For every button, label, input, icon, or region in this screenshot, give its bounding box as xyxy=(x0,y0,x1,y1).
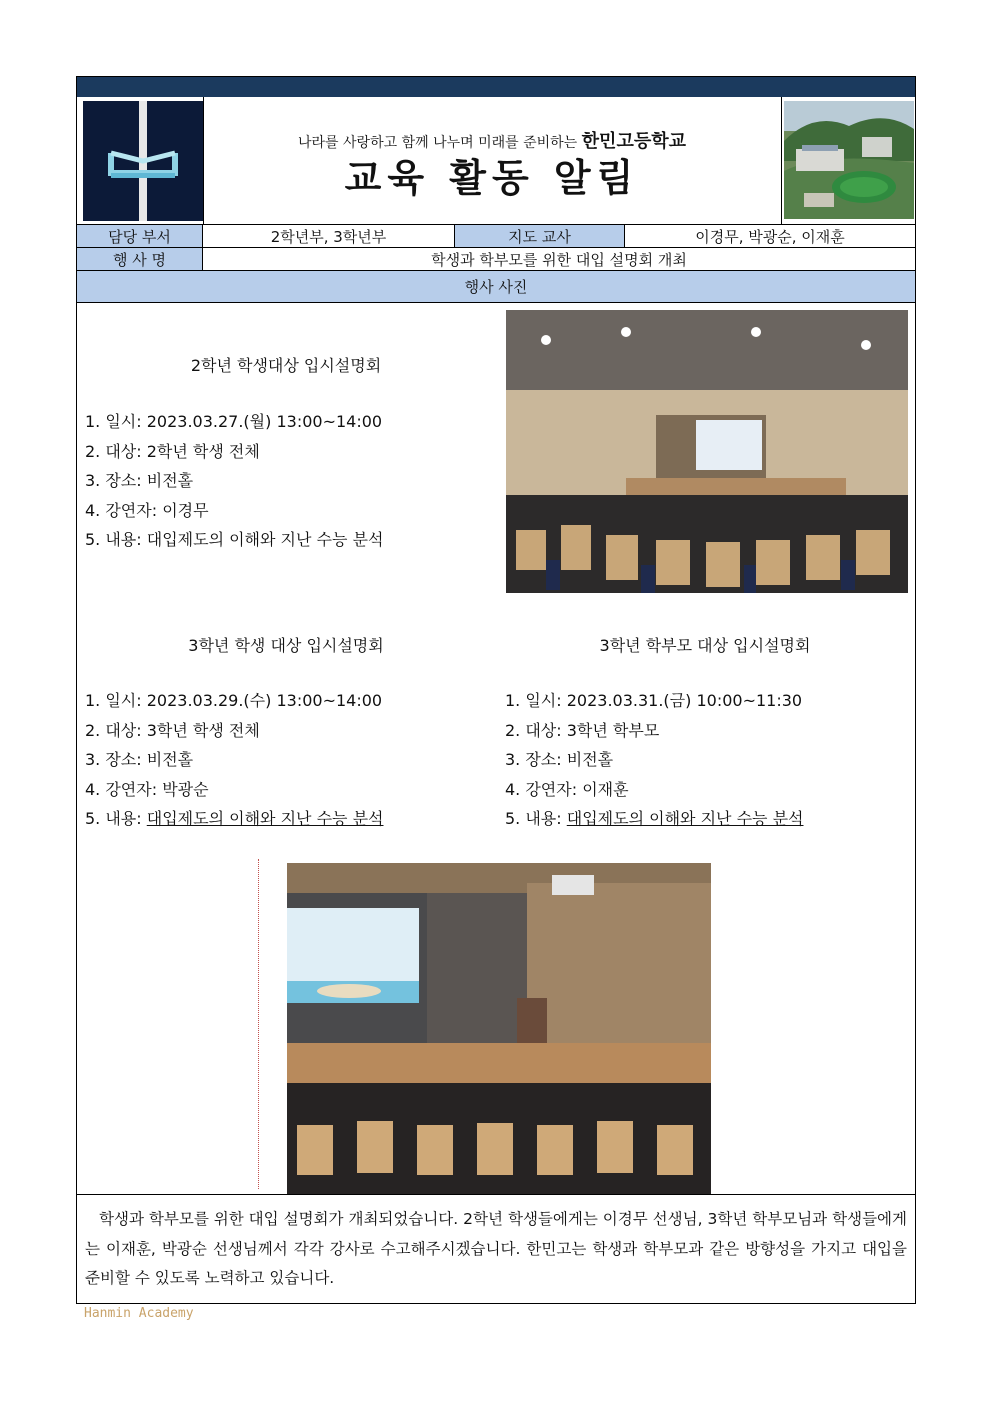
list-item: 4. 강연자: 이경무 xyxy=(85,500,209,520)
list-item: 3. 장소: 비전홀 xyxy=(85,750,194,769)
hall-photo-1 xyxy=(506,310,908,593)
campus-photo-cell xyxy=(781,97,916,224)
photos-label: 행사 사진 xyxy=(464,278,528,296)
session1-list xyxy=(85,407,383,555)
content-prefix: 5. 내용: xyxy=(85,809,147,828)
list-item: 2. 대상: 3학년 학생 전체 xyxy=(85,720,260,740)
page-title: 교육 활동 알림 xyxy=(344,156,640,200)
content-prefix: 5. 내용: xyxy=(505,809,567,828)
teacher-label: 지도 교사 xyxy=(455,225,625,247)
event-body xyxy=(77,302,915,1195)
hall-photo-2 xyxy=(287,863,711,1194)
list-item: 4. 강연자: 박광순 xyxy=(85,779,209,799)
campus-photo xyxy=(784,101,914,219)
top-color-bar xyxy=(77,77,915,97)
content-text: 대입제도의 이해와 지난 수능 분석 xyxy=(146,809,384,828)
school-name: 한민고등학교 xyxy=(581,131,686,152)
content-text: 대입제도의 이해와 지난 수능 분석 xyxy=(566,809,804,828)
photos-header-row xyxy=(77,270,915,302)
logo-cell xyxy=(77,97,204,224)
list-item: 3. 장소: 비전홀 xyxy=(505,750,614,769)
list-item: 1. 일시: 2023.03.31.(금) 10:00~11:30 xyxy=(505,691,803,710)
session3-title: 3학년 학부모 대상 입시설명회 xyxy=(599,636,811,655)
school-logo xyxy=(83,101,203,221)
list-item xyxy=(505,804,803,834)
list-item: 4. 강연자: 이재훈 xyxy=(505,779,629,799)
list-item xyxy=(85,804,383,834)
list-item: 2. 대상: 3학년 학부모 xyxy=(505,720,660,740)
list-item: 2. 대상: 2학년 학생 전체 xyxy=(85,441,260,461)
session2-title: 3학년 학생 대상 입시설명회 xyxy=(188,636,384,655)
list-item: 1. 일시: 2023.03.29.(수) 13:00~14:00 xyxy=(85,691,383,710)
session3-list xyxy=(505,686,803,834)
teacher-value: 이경무, 박광순, 이재훈 xyxy=(695,227,845,246)
session1-title: 2학년 학생대상 입시설명회 xyxy=(190,356,382,375)
dotted-guide-line xyxy=(258,859,259,1189)
list-item: 1. 일시: 2023.03.27.(월) 13:00~14:00 xyxy=(85,412,383,431)
event-value: 학생과 학부모를 위한 대입 설명회 개최 xyxy=(431,250,687,269)
dept-label: 담당 부서 xyxy=(77,225,203,247)
footer-text: Hanmin Academy xyxy=(84,1306,194,1321)
session2-list xyxy=(85,686,383,834)
summary-paragraph: 학생과 학부모를 위한 대입 설명회가 개최되었습니다. 2학년 학생들에게는 이경무 선생님, 3학년 학부모님과 학생들에게는 이재훈, 박광순 선생님께서 각각 강사로 수고해주시겠습니다. 한민고는 학생과 학부모과 같은 방향성을 가지고 대입을 준비할 수 있도록 노력하고 있습니다. xyxy=(77,1194,915,1304)
motto-text: 나라를 사랑하고 함께 나누며 미래를 준비하는 xyxy=(298,135,578,151)
list-item: 5. 내용: 대입제도의 이해와 지난 수능 분석 xyxy=(85,530,384,549)
dept-row xyxy=(77,224,915,247)
title-cell xyxy=(203,97,781,224)
dept-value: 2학년부, 3학년부 xyxy=(203,225,455,247)
list-item: 3. 장소: 비전홀 xyxy=(85,471,194,490)
event-label: 행 사 명 xyxy=(77,248,203,270)
notice-document xyxy=(76,76,916,1304)
event-row xyxy=(77,247,915,270)
